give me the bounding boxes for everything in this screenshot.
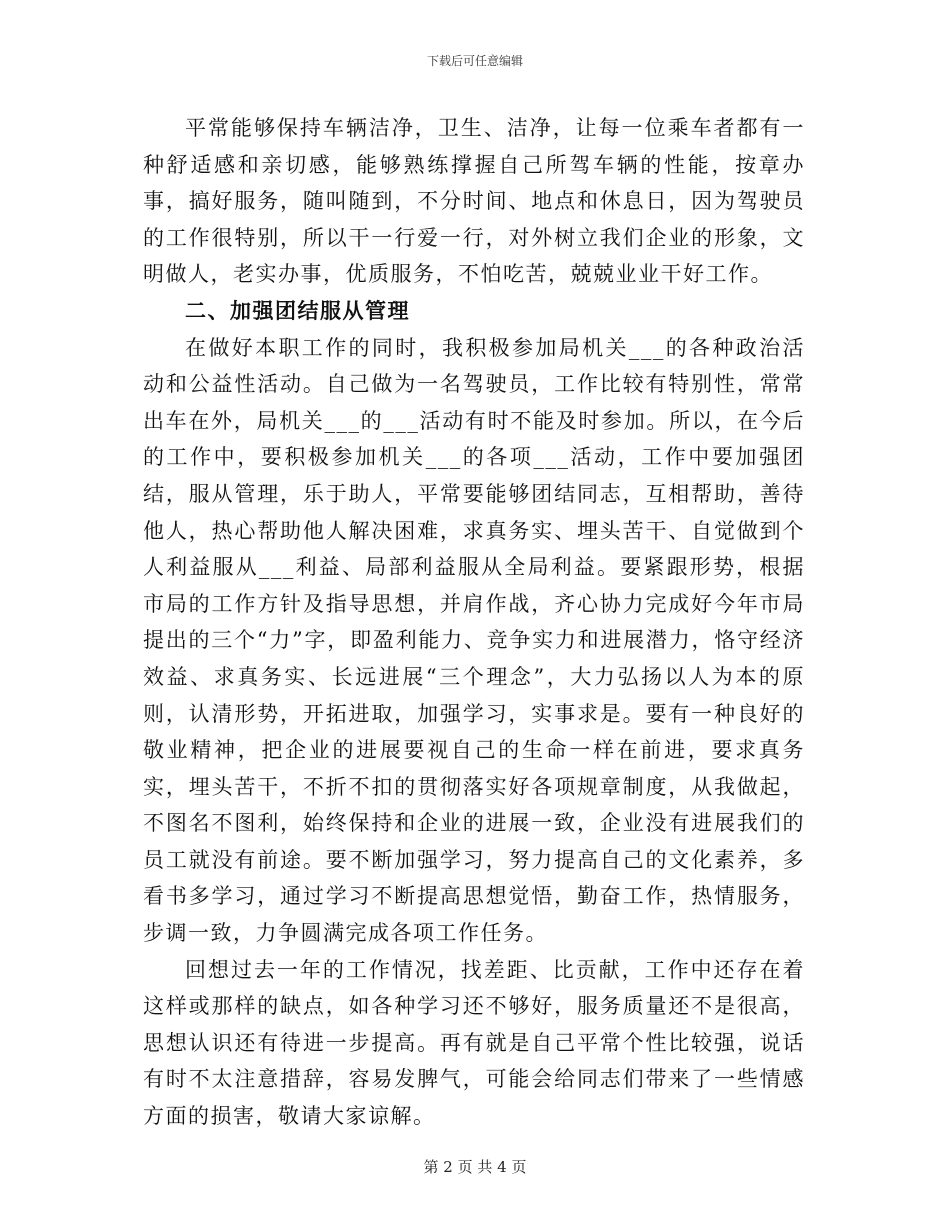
page-header: 下载后可任意编辑 [426, 54, 523, 68]
paragraph-unity: 在做好本职工作的同时，我积极参加局机关___的各种政治活动和公益性活动。自己做为一名驾驶员，工作比较有特别性，常常出车在外，局机关___的___活动有时不能及时参加。所以，在今后的工作中，要积极参加机关___的各项___活动，工作中要加强团结，服从管理，乐于助人，平常要能够团结同志，互相帮助，善待他人，热心帮助他人解决困难，求真务实、埋头苦干、自觉做到个人利益服从___利益、局部利益服从全局利益。要紧跟形势，根据市局的工作方针及指导思想，并肩作战，齐心协力完成好今年市局提出的三个“力”字，即盈利能力、竞争实力和进展潜力，恪守经济效益、求真务实、长远进展“三个理念”，大力弘扬以人为本的原则，认清形势，开拓进取，加强学习，实事求是。要有一种良好的敬业精神，把企业的进展要视自己的生命一样在前进，要求真务实，埋头苦干，不折不扣的贯彻落实好各项规章制度，从我做起，不图名不图利，始终保持和企业的进展一致，企业没有进展我们的员工就没有前途。要不断加强学习，努力提高自己的文化素养，多看书多学习，通过学习不断提高思想觉悟，勤奋工作，热情服务，步调一致，力争圆满完成各项工作任务。 [143, 335, 805, 946]
paragraph-review: 回想过去一年的工作情况，找差距、比贡献，工作中还存在着这样或那样的缺点，如各种学习还不够好，服务质量还不是很高，思想认识还有待进一步提高。再有就是自己平常个性比较强，说话有时不太注意措辞，容易发脾气，可能会给同志们带来了一些情感方面的损害，敬请大家谅解。 [143, 957, 805, 1129]
document-body [143, 110, 805, 1135]
paragraph-service: 平常能够保持车辆洁净，卫生、洁净，让每一位乘车者都有一种舒适感和亲切感，能够熟练撑握自己所驾车辆的性能，按章办事，搞好服务，随叫随到，不分时间、地点和休息日，因为驾驶员的工作很特别，所以干一行爱一行，对外树立我们企业的形象，文明做人，老实办事，优质服务，不怕吃苦，兢兢业业干好工作。 [143, 116, 805, 287]
section-heading: 二、加强团结服从管理 [185, 297, 410, 323]
page-number: 第 2 页 共 4 页 [423, 1158, 527, 1176]
